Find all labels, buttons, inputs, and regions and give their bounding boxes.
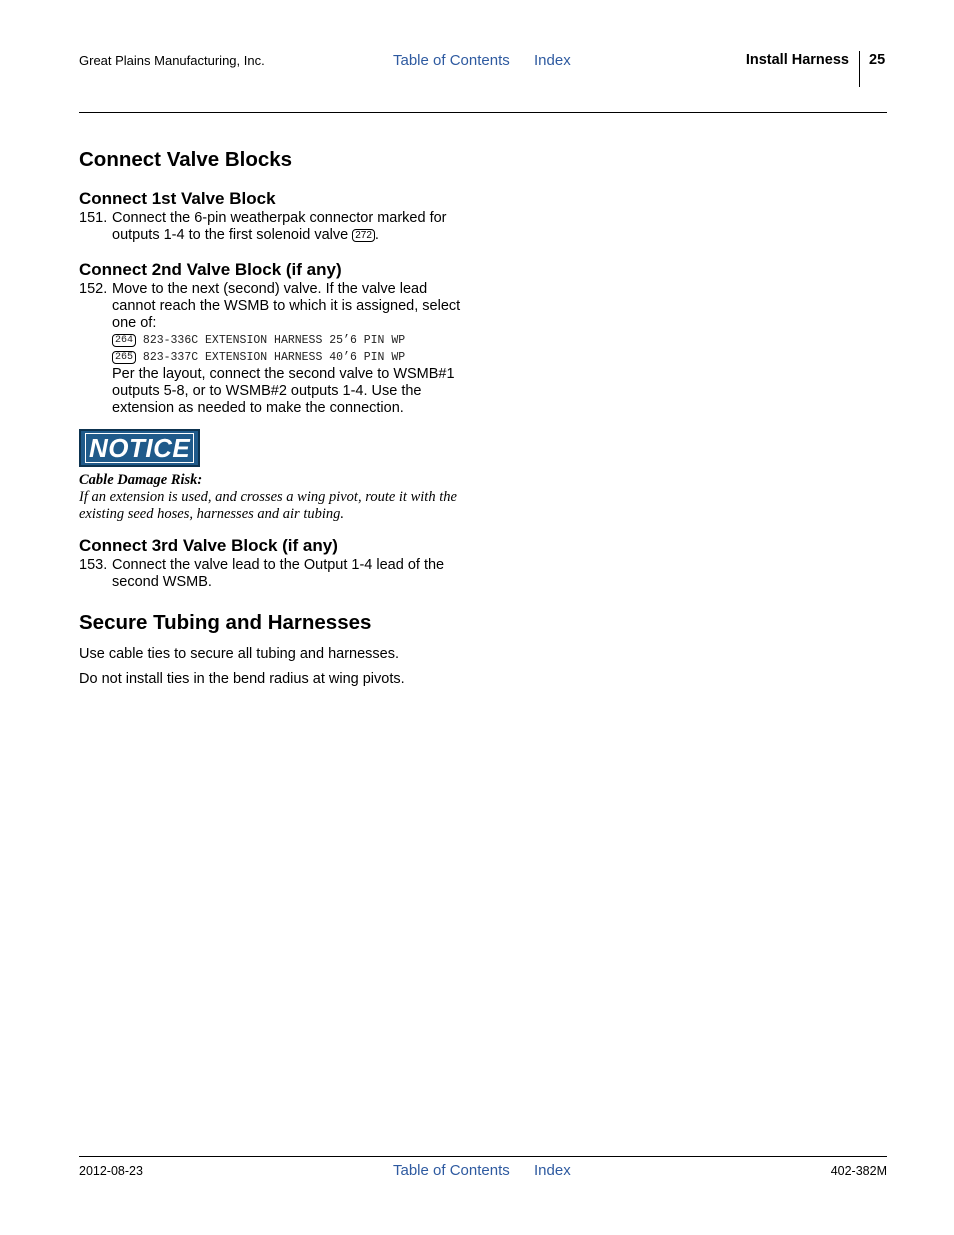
step-number: 152.	[79, 281, 108, 297]
notice-body: If an extension is used, and crosses a wing pivot, route it with the existing seed hoses, harnesses and air tubing.	[79, 489, 457, 522]
heading-connect-1st: Connect 1st Valve Block	[79, 189, 276, 208]
footer-index-link[interactable]: Index	[534, 1162, 571, 1179]
header-index-link[interactable]: Index	[534, 52, 571, 69]
step-text: Connect the 6-pin weatherpak connector marked for outputs 1-4 to the first solenoid valve	[112, 210, 447, 243]
notice-label	[79, 429, 200, 467]
header-rule	[79, 112, 887, 113]
step-152	[79, 281, 471, 417]
part-text: 823-336C EXTENSION HARNESS 25’6 PIN WP	[142, 334, 406, 347]
company-name: Great Plains Manufacturing, Inc.	[79, 53, 265, 68]
part-line	[112, 332, 471, 349]
step-number: 151.	[79, 210, 108, 226]
part-ref-badge: 265	[112, 351, 136, 364]
paragraph: Use cable ties to secure all tubing and harnesses.	[79, 646, 399, 662]
page-number: 25	[869, 52, 886, 68]
step-end: .	[374, 227, 379, 243]
part-ref-badge: 272	[352, 229, 375, 242]
paragraph: Do not install ties in the bend radius at wing pivots.	[79, 671, 405, 687]
part-text: 823-337C EXTENSION HARNESS 40’6 PIN WP	[142, 351, 406, 364]
main-content	[79, 146, 471, 688]
heading-secure-tubing: Secure Tubing and Harnesses	[79, 611, 372, 634]
part-ref-badge: 264	[112, 334, 136, 347]
heading-connect-valve-blocks: Connect Valve Blocks	[79, 148, 293, 171]
step-151	[79, 210, 471, 244]
notice-title: Cable Damage Risk:	[79, 472, 203, 488]
doc-number: 402-382M	[830, 1164, 887, 1178]
footer-toc-link[interactable]: Table of Contents	[393, 1162, 510, 1179]
part-line	[112, 349, 471, 366]
header-toc-link[interactable]: Table of Contents	[393, 52, 510, 69]
step-153	[79, 557, 471, 591]
notice-label-text: NOTICE	[85, 433, 194, 463]
section-title: Install Harness	[745, 52, 849, 68]
step-text: Connect the valve lead to the Output 1-4 lead of the second WSMB.	[112, 557, 445, 590]
footer-rule	[79, 1156, 887, 1157]
step-text-continued: Per the layout, connect the second valve to WSMB#1 outputs 5-8, or to WSMB#2 outputs 1-4. Use the extension as needed to make the connection.	[112, 366, 455, 416]
header-divider	[859, 51, 860, 87]
heading-connect-2nd: Connect 2nd Valve Block (if any)	[79, 260, 342, 279]
step-text: Move to the next (second) valve. If the valve lead cannot reach the WSMB to which it is assigned, select one of:	[112, 281, 461, 331]
step-number: 153.	[79, 557, 108, 573]
heading-connect-3rd: Connect 3rd Valve Block (if any)	[79, 536, 338, 555]
footer-date: 2012-08-23	[79, 1164, 143, 1178]
